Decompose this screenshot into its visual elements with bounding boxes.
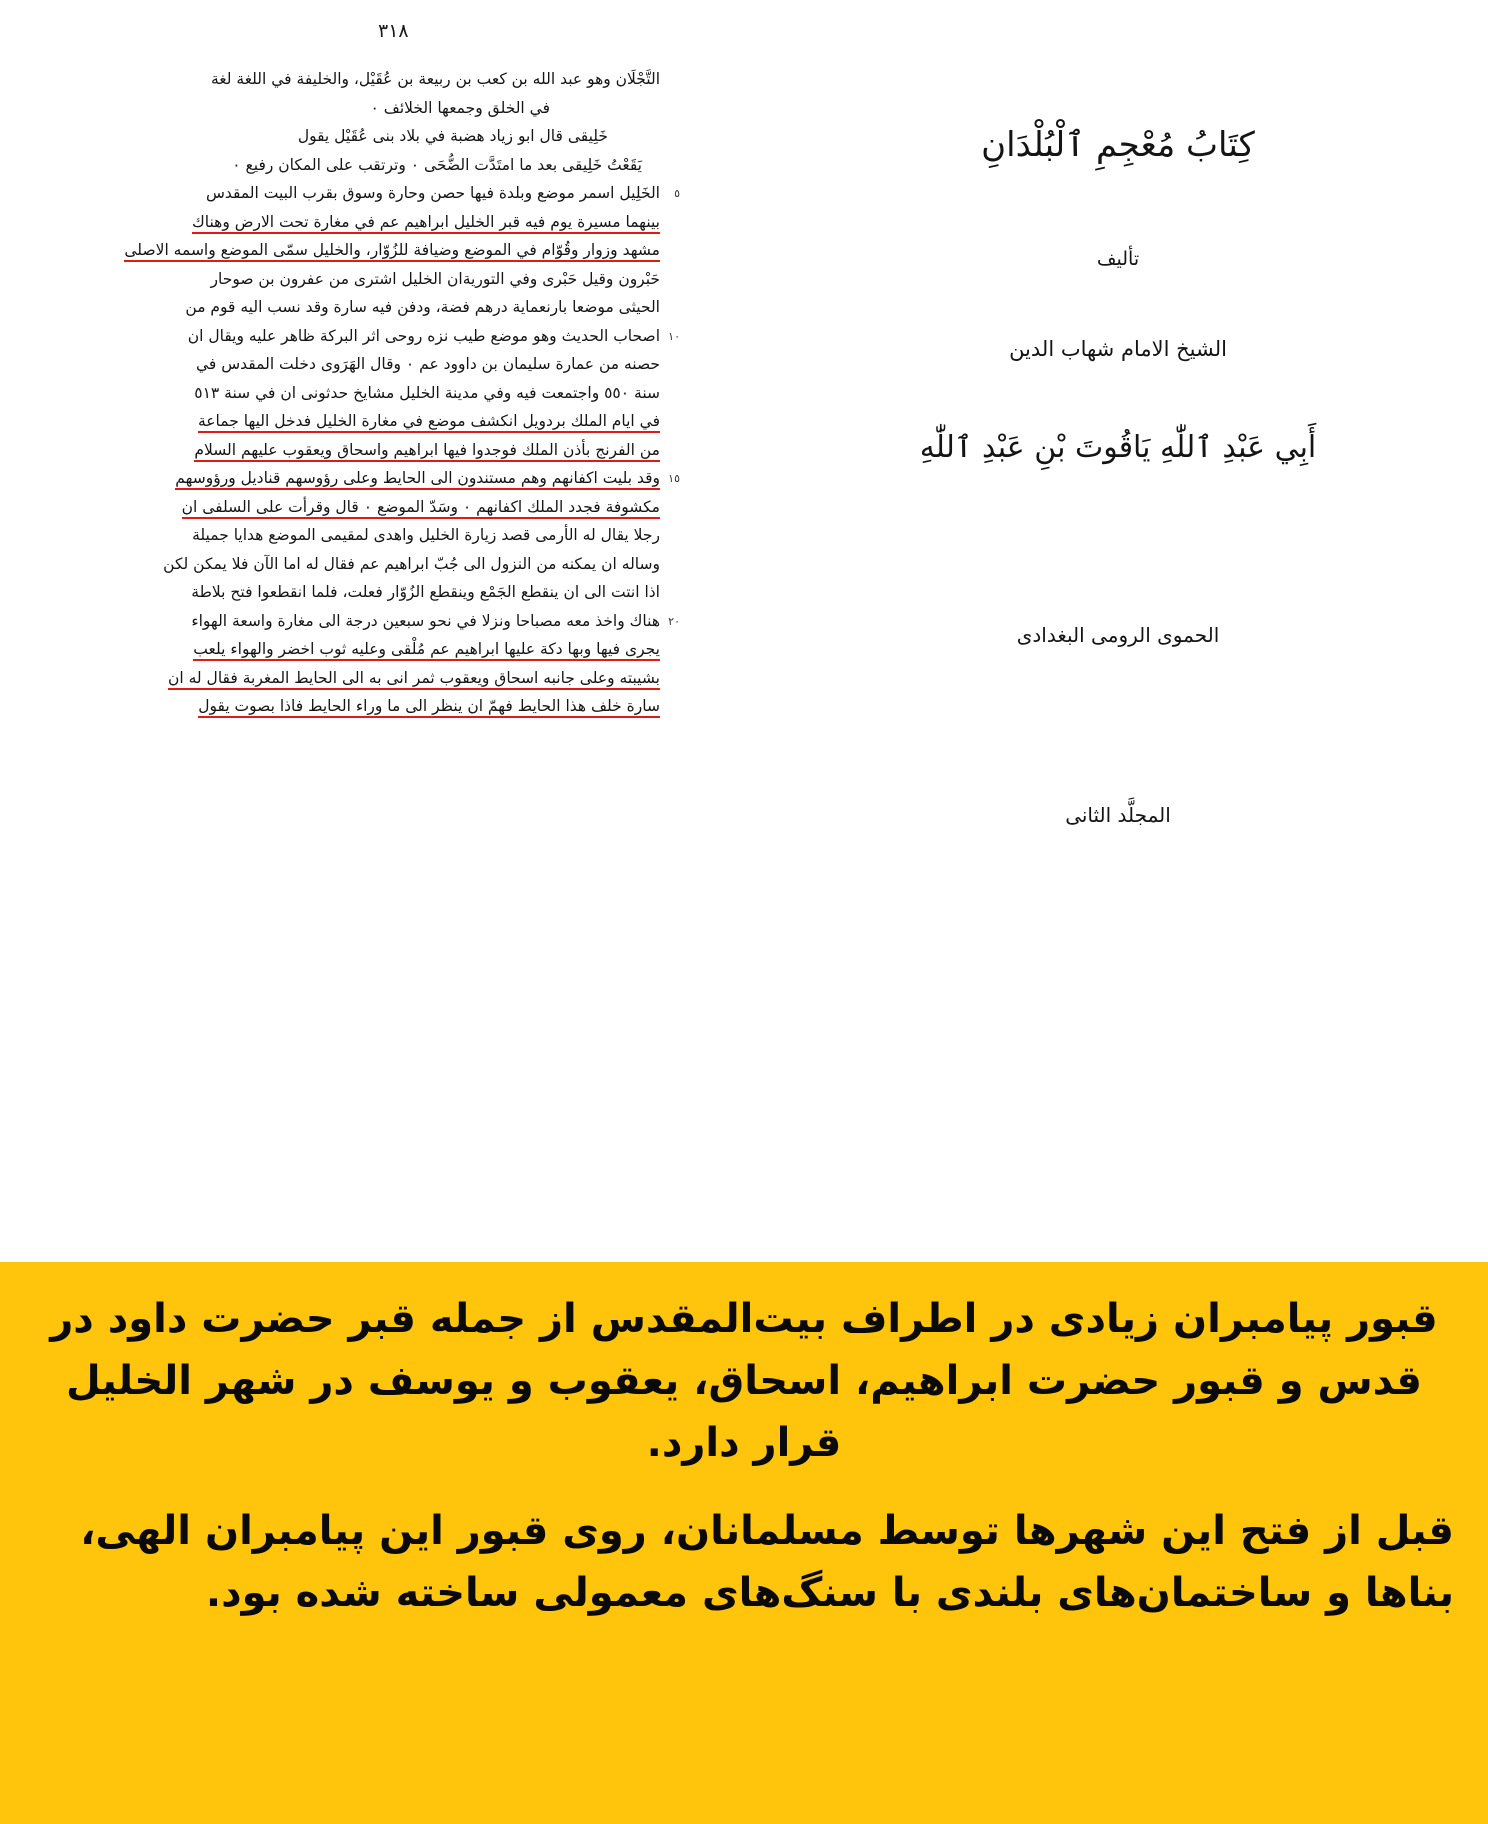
title-block <box>838 120 1398 840</box>
text-line <box>40 497 660 516</box>
line-number: ١٠ <box>668 329 680 343</box>
text-line <box>40 440 660 459</box>
line-text: الحيثى موضعا بارنعماية درهم فضة، ودفن فيه سارة وقد نسب اليه قوم من <box>185 298 660 316</box>
volume-label: المجلَّد الثانى <box>1065 803 1171 827</box>
author-name: أَبِي عَبْدِ ٱللّٰهِ يَاقُوتَ بْنِ عَبْدِ ٱللّٰهِ <box>919 430 1317 465</box>
text-line <box>40 212 660 231</box>
line-number: ٥ <box>674 187 680 200</box>
text-line <box>40 129 660 145</box>
line-number: ٢٠ <box>668 614 680 628</box>
text-line <box>40 326 680 345</box>
text-line <box>40 383 660 402</box>
text-line <box>40 414 660 430</box>
text-line <box>40 585 660 601</box>
text-line <box>40 528 660 544</box>
line-text: سنة ٥٥٠ واجتمعت فيه وفي مدينة الخليل مشايخ حدثونى ان في سنة ٥١٣ <box>194 383 660 402</box>
line-text: وساله ان يمكنه من النزول الى جُبّ ابراهيم عم فقال له اما الآن فلا يمكن لكن <box>163 554 660 573</box>
line-text: التَّجْلَان وهو عبد الله بن كعب بن ربيعة بن عُقَيْل، والخليفة في اللغة لغة <box>210 70 660 88</box>
text-line <box>40 243 660 259</box>
line-text: مشهد وزوار وقُوّام في الموضع وضيافة للزُوّار، والخليل سمّى الموضع واسمه الاصلى <box>124 241 660 262</box>
line-text: حَبْرون وقيل حَبْرى وفي التوريةان الخليل اشترى من عفرون بن صوحار <box>210 269 660 288</box>
caption-paragraph-1: قبور پیامبران زیادی در اطراف بیت‌المقدس از جمله قبر حضرت داود در قدس و قبور حضرت ابراهیم، اسحاق، یعقوب و یوسف در شهر الخلیل قرار دارد. <box>50 1296 1438 1466</box>
line-text: سارة خلف هذا الحايط فهمّ ان ينظر الى ما وراء الحايط فاذا بصوت يقول <box>198 697 660 718</box>
body-text-column <box>40 70 680 728</box>
page-number: ۳۱۸ <box>378 20 409 42</box>
caption-banner <box>0 1262 1488 1824</box>
author-honorific: الشيخ الامام شهاب الدين <box>1009 336 1227 361</box>
line-text: يجرى فيها وبها دكة عليها ابراهيم عم مُلْقى وعليه ثوب اخضر والهواء يلعب <box>193 640 660 661</box>
line-text: الخَلِيل اسمر موضع وبلدة فيها حصن وحارة وسوق بقرب البيت المقدس <box>205 184 660 202</box>
line-text: هناك واخذ معه مصباحا ونزلا في نحو سبعين درجة الى مغارة واسعة الهواء <box>191 611 660 630</box>
line-text: حصنه من عمارة سليمان بن داوود عم ۰ وقال الهَرَوى دخلت المقدس في <box>195 355 660 373</box>
line-text: بينهما مسيرة يوم فيه قبر الخليل ابراهيم عم في مغارة تحت الارض وهناك <box>192 213 660 234</box>
text-line <box>40 668 660 687</box>
line-text: وقد بليت اكفانهم وهم مستندون الى الحايط وعلى رؤوسهم قناديل ورؤوسهم <box>175 469 660 490</box>
author-nisba: الحموى الرومى البغدادى <box>1016 623 1220 647</box>
text-line <box>40 72 660 88</box>
text-line <box>40 699 660 715</box>
line-number: ١٥ <box>668 472 680 485</box>
book-title: كِتَابُ مُعْجِمِ ٱلْبُلْدَانِ <box>981 125 1255 165</box>
line-text: من الفرنج بأذن الملك فوجدوا فيها ابراهيم واسحاق ويعقوب عليهم السلام <box>194 441 660 462</box>
line-text: اذا انتت الى ان ينقطع الجَمْع وينقطع الزُوّار فعلت، فلما انقطعوا فتح بلاطة <box>191 583 660 601</box>
line-text: في ايام الملك بردويل انكشف موضع في مغارة الخليل فدخل اليها جماعة <box>198 412 660 433</box>
line-text: في الخلق وجمعها الخلائف ۰ <box>370 98 550 117</box>
text-line <box>40 554 660 573</box>
by-label: تأليف <box>1096 248 1140 270</box>
line-text: يَقَعْتُ خَلِيقى بعد ما امتَدَّت الضُّحَى ۰ وترتقب على المكان رفيع ۰ <box>232 155 642 174</box>
line-text: بشيبته وعلى جانبه اسحاق ويعقوب ثمر انى به الى الحايط المغربة فقال له ان <box>168 669 660 690</box>
caption-paragraph-2: قبل از فتح این شهرها توسط مسلمانان، روی قبور این پیامبران الهی، بناها و ساختمان‌های بلندی با سنگ‌های معمولی ساخته شده بود. <box>80 1508 1454 1616</box>
line-text: رجلا يقال له الأرمى قصد زيارة الخليل واهدى لمقيمى الموضع هدايا جميلة <box>192 526 660 544</box>
text-line <box>40 469 680 487</box>
text-line <box>40 184 680 202</box>
text-line <box>40 300 660 316</box>
line-text: مكشوفة فجدد الملك اكفانهم ۰ وسَدّ الموضع ۰ قال وقرأت على السلفى ان <box>182 498 660 519</box>
text-line <box>40 155 660 174</box>
line-text: خَلِيقى قال ابو زياد هضبة في بلاد بنى عُقَيْل يقول <box>297 127 608 145</box>
line-text: اصحاب الحديث وهو موضع طيب نزه روحى اثر البركة ظاهر عليه ويقال ان <box>187 326 660 345</box>
text-line <box>40 642 660 658</box>
text-line <box>40 611 680 630</box>
text-line <box>40 357 660 373</box>
text-line <box>40 269 660 288</box>
text-line <box>40 98 660 117</box>
